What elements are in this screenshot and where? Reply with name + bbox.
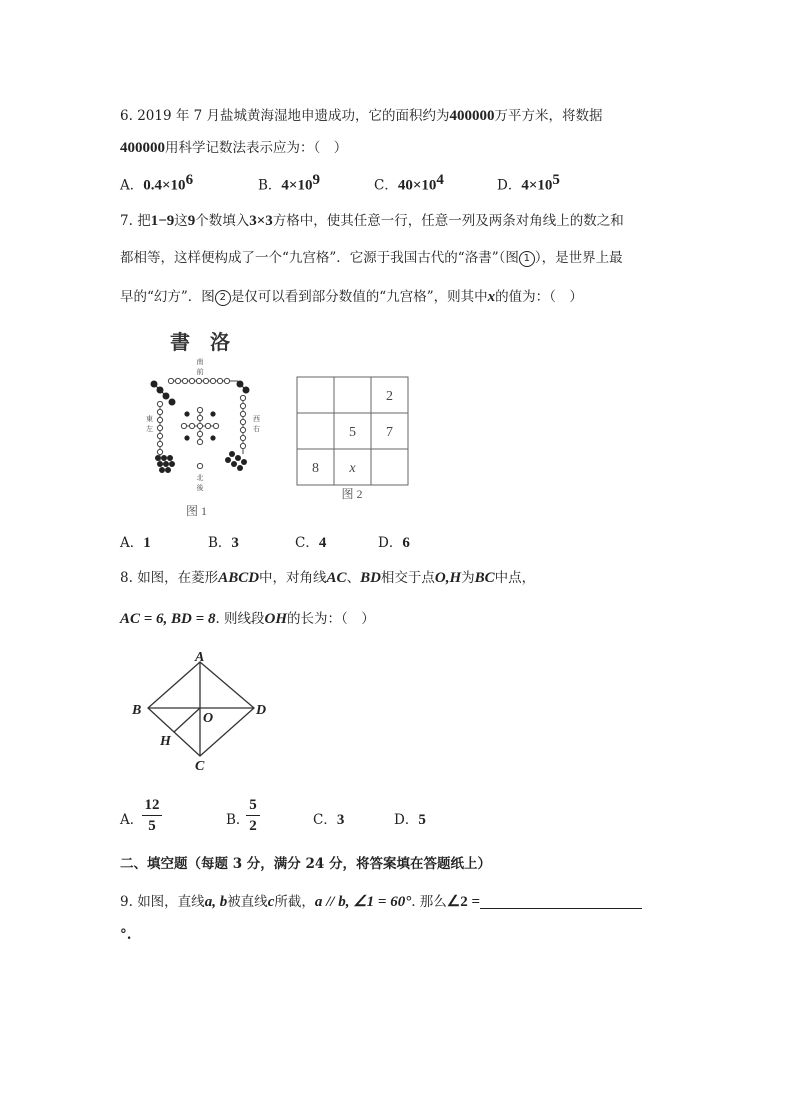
option-value: 0.4×10: [143, 177, 186, 194]
q9-number: 9.: [120, 894, 133, 910]
fraction-denominator: 2: [249, 818, 257, 834]
q8-segment: BD: [360, 570, 381, 586]
east-label-2: 左: [146, 425, 153, 433]
left-column-dots: [157, 401, 162, 441]
q8-number: 8.: [120, 570, 133, 586]
option-letter: D．: [378, 535, 403, 551]
q8-text: . 则线段: [215, 611, 265, 627]
q7-count: 9: [187, 213, 196, 229]
option-letter: B．: [226, 812, 250, 828]
luoshu-figure: [140, 326, 280, 520]
q8-option-a[interactable]: [120, 808, 143, 828]
q6-option-b[interactable]: [258, 172, 320, 195]
north-label-2: 後: [196, 484, 204, 492]
q9-text: 被直线: [227, 894, 268, 910]
q7-option-d[interactable]: [378, 531, 410, 552]
q6-option-c[interactable]: [374, 172, 444, 195]
q9-text: . 那么: [411, 894, 447, 910]
option-value: 40×10: [397, 177, 437, 194]
q8-segment: BC: [474, 570, 495, 586]
section-heading: 二、填空题（每题 3 分，满分 24 分，将答案填在答题纸上）: [120, 856, 491, 872]
q9-text: 如图，直线: [137, 894, 205, 910]
q6-line1: [120, 104, 603, 125]
grid-cell: 5: [349, 425, 356, 440]
option-letter: B．: [208, 535, 232, 551]
q8-option-b-fraction: [246, 796, 260, 835]
option-value: 4×10: [281, 177, 313, 194]
q8-text: 中点，: [494, 570, 536, 586]
bottom-dot: [197, 463, 202, 468]
option-letter: C．: [313, 812, 337, 828]
answer-blank[interactable]: [480, 894, 642, 909]
q6-line2-number: 400000: [120, 140, 165, 156]
q9-angle: ∠2 =: [446, 894, 481, 910]
fraction-numerator: 5: [249, 797, 257, 813]
q7-text: 这: [174, 213, 188, 229]
q7-line3: [120, 285, 583, 306]
q7-text: 是仅可以看到部分数值的“九宫格”，则其中: [230, 289, 488, 305]
q7-option-b[interactable]: [208, 531, 239, 552]
q7-line1: [120, 209, 624, 230]
q7-number: 7.: [120, 213, 133, 229]
north-label: 北: [196, 474, 204, 482]
q7-text: 都相等，这样便构成了一个“九宫格”．它源于我国古代的“洛書”（图: [120, 250, 519, 266]
point-b-label: B: [132, 703, 142, 718]
point-c-label: C: [195, 759, 205, 772]
q8-text: 中，对角线: [259, 570, 327, 586]
option-value: 4×10: [521, 177, 553, 194]
q7-text: 方格中，使其任意一行，任意一列及两条对角线上的数之和: [272, 213, 624, 229]
q8-text: 相交于点: [380, 570, 435, 586]
q9-lines: a, b: [204, 894, 228, 910]
q7-option-c[interactable]: [295, 531, 326, 552]
rhombus-figure: [128, 648, 278, 772]
q9-line2: °.: [120, 927, 132, 943]
option-letter: C．: [295, 535, 319, 551]
black-dots-top-left: [151, 381, 175, 405]
option-letter: C．: [374, 177, 398, 194]
q6-line2-text: 用科学记数法表示应为：（ ）: [165, 140, 348, 156]
right-column-dots: [240, 395, 245, 454]
option-value: 6: [402, 535, 410, 551]
q8-text: 的长为：（ ）: [287, 611, 375, 627]
q8-text: 为: [461, 570, 475, 586]
q7-text: 把: [137, 213, 151, 229]
q7-text: 的值为：（ ）: [495, 289, 583, 305]
top-row-dots: [168, 378, 238, 383]
south-label: 南: [196, 358, 204, 366]
q7-text: 个数填入: [195, 213, 250, 229]
grid-cells: [312, 389, 393, 476]
q6-big-number: 400000: [449, 108, 495, 124]
q8-points: O,H: [434, 570, 462, 586]
black-dots-bottom-left: [155, 455, 175, 473]
west-label: 西: [253, 415, 260, 423]
option-value: 3: [336, 812, 345, 828]
figure1-caption: 图 1: [186, 504, 208, 518]
q6-option-a[interactable]: [120, 172, 193, 195]
fraction-bar: [142, 815, 162, 816]
fraction-denominator: 5: [148, 818, 156, 834]
q7-text: 早的“幻方”．图: [120, 289, 215, 305]
q9-line-c: c: [267, 894, 275, 910]
fraction-bar: [246, 815, 260, 816]
grid-cell: 7: [386, 425, 393, 440]
option-value: 5: [418, 812, 426, 828]
q8-text: 、: [346, 570, 361, 586]
q6-number: 6.: [120, 108, 133, 124]
nine-grid-figure: [296, 376, 414, 502]
q6-text-b: 万平方米，将数据: [494, 108, 603, 124]
option-letter: A．: [120, 177, 144, 194]
q6-text-a: 2019 年 7 月盐城黄海湿地申遗成功，它的面积约为: [137, 108, 450, 124]
q8-segment: AC: [326, 570, 347, 586]
q9-text: 所截，: [274, 894, 315, 910]
option-exponent: 5: [552, 172, 560, 188]
q8-rhombus-name: ABCD: [218, 570, 260, 586]
q8-given: AC = 6, BD = 8: [120, 611, 216, 627]
figure2-caption: 图 2: [341, 487, 363, 501]
q8-option-c[interactable]: [313, 808, 344, 829]
grid-cell: 8: [312, 461, 319, 476]
point-h-label: H: [160, 734, 171, 749]
option-value: 1: [143, 535, 151, 551]
option-letter: D．: [394, 812, 419, 828]
circled-number: 2: [215, 290, 231, 306]
q6-line2: [120, 136, 347, 157]
q8-line2: [120, 607, 375, 628]
luoshu-title: 書 洛: [170, 332, 230, 354]
grid-cell: 2: [386, 389, 393, 404]
q8-segment: OH: [264, 611, 288, 627]
circled-number: 1: [519, 251, 535, 267]
q7-line2: [120, 246, 623, 267]
q9-condition: a // b, ∠1 = 60°: [314, 894, 412, 910]
option-letter: D．: [497, 177, 522, 194]
option-letter: A．: [120, 535, 144, 551]
black-dots-top-right: [237, 381, 249, 393]
point-o-label: O: [203, 711, 214, 726]
point-d-label: D: [256, 703, 267, 718]
option-value: 3: [231, 535, 239, 551]
q7-variable-x: x: [487, 289, 496, 305]
south-label-2: 前: [196, 368, 204, 376]
option-letter: A．: [120, 812, 144, 828]
q8-option-d[interactable]: [394, 808, 426, 829]
q8-option-a-fraction: [142, 796, 162, 835]
option-value: 4: [318, 535, 327, 551]
q7-range: 1−9: [150, 213, 175, 229]
q6-option-d[interactable]: [497, 172, 560, 195]
q8-text: 如图，在菱形: [137, 570, 219, 586]
option-exponent: 9: [312, 172, 320, 188]
black-dots-bottom-right: [225, 451, 247, 471]
east-label: 東: [146, 415, 153, 423]
option-exponent: 6: [185, 172, 194, 188]
q7-option-a[interactable]: [120, 531, 151, 552]
option-letter: B．: [258, 177, 282, 194]
q7-grid-size: 3×3: [249, 213, 273, 229]
grid-cell: x: [349, 461, 356, 476]
west-label-2: 右: [253, 425, 260, 433]
q9-line1: [120, 890, 642, 911]
point-a-label: A: [195, 650, 205, 665]
option-exponent: 4: [436, 172, 444, 188]
q7-text: ），是世界上最: [534, 250, 623, 266]
fraction-numerator: 12: [144, 797, 160, 813]
q8-line1: [120, 566, 535, 587]
